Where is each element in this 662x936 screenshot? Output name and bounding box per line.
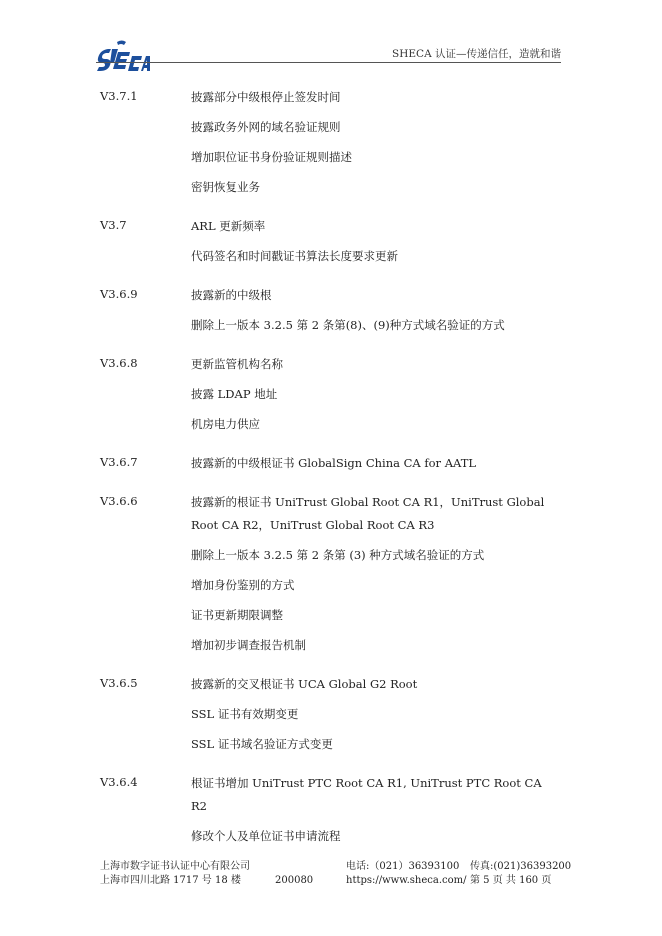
header-rule	[96, 62, 561, 63]
revision-entry	[100, 86, 560, 199]
change-item: 披露新的中级根	[191, 288, 272, 302]
footer-address: 上海市四川北路 1717 号 18 楼	[100, 875, 241, 886]
change-item: SSL 证书有效期变更	[191, 707, 299, 721]
version-number: V3.6.7	[100, 455, 138, 469]
sheca-logo	[96, 38, 150, 74]
revision-entry	[100, 353, 560, 436]
revision-entry	[100, 491, 560, 657]
revision-entry	[100, 673, 560, 756]
change-item: 机房电力供应	[191, 417, 260, 431]
version-number: V3.6.8	[100, 356, 138, 370]
header-slogan: SHECA 认证—传递信任，造就和谐	[392, 48, 561, 60]
footer-contact-block	[346, 860, 467, 888]
change-item: 增加初步调查报告机制	[191, 638, 306, 652]
change-item: 删除上一版本 3.2.5 第 2 条第 (3) 种方式域名验证的方式	[191, 548, 485, 562]
footer-website[interactable]: https://www.sheca.com/	[346, 875, 467, 886]
version-number: V3.6.9	[100, 287, 138, 301]
revision-entry	[100, 215, 560, 268]
revision-entry	[100, 772, 560, 848]
revision-entry	[100, 284, 560, 337]
change-list	[191, 215, 560, 268]
change-item: 披露新的根证书 UniTrust Global Root CA R1，UniTrust Global Root CA R2，UniTrust Global Root CA R3	[191, 495, 545, 532]
revision-entry	[100, 452, 560, 475]
change-item: 披露部分中级根停止签发时间	[191, 90, 341, 104]
change-item: 更新监管机构名称	[191, 357, 283, 371]
revision-list	[100, 86, 560, 864]
change-item: SSL 证书域名验证方式变更	[191, 737, 333, 751]
page-number: 第 5 页 共 160 页	[470, 875, 552, 886]
change-item: 根证书增加 UniTrust PTC Root CA R1, UniTrust PTC Root CA R2	[191, 776, 542, 813]
change-item: 披露新的交叉根证书 UCA Global G2 Root	[191, 677, 418, 691]
change-list	[191, 673, 560, 756]
change-list	[191, 452, 560, 475]
change-item: 密钥恢复业务	[191, 180, 260, 194]
change-list	[191, 284, 560, 337]
change-item: 披露 LDAP 地址	[191, 387, 278, 401]
change-item: 披露新的中级根证书 GlobalSign China CA for AATL	[191, 456, 477, 470]
change-item: 披露政务外网的域名验证规则	[191, 120, 341, 134]
change-list	[191, 353, 560, 436]
footer-company: 上海市数字证书认证中心有限公司	[100, 861, 250, 872]
change-item: 修改个人及单位证书申请流程	[191, 829, 341, 843]
change-list	[191, 491, 560, 657]
change-list	[191, 772, 560, 848]
change-item: 删除上一版本 3.2.5 第 2 条第(8)、(9)种方式域名验证的方式	[191, 318, 505, 332]
version-number: V3.7.1	[100, 89, 138, 103]
change-item: 增加身份鉴别的方式	[191, 578, 295, 592]
version-number: V3.6.5	[100, 676, 138, 690]
footer-phone: 电话:（021）36393100	[346, 861, 460, 872]
change-list	[191, 86, 560, 199]
version-number: V3.6.6	[100, 494, 138, 508]
change-item: 代码签名和时间戳证书算法长度要求更新	[191, 249, 398, 263]
footer-company-block	[100, 860, 250, 888]
footer-page-block	[470, 860, 571, 888]
version-number: V3.7	[100, 218, 127, 232]
footer-postcode: 200080	[275, 875, 314, 886]
change-item: 增加职位证书身份验证规则描述	[191, 150, 352, 164]
version-number: V3.6.4	[100, 775, 138, 789]
change-item: ARL 更新频率	[191, 219, 266, 233]
change-item: 证书更新期限调整	[191, 608, 283, 622]
footer-fax: 传真:(021)36393200	[470, 861, 572, 872]
